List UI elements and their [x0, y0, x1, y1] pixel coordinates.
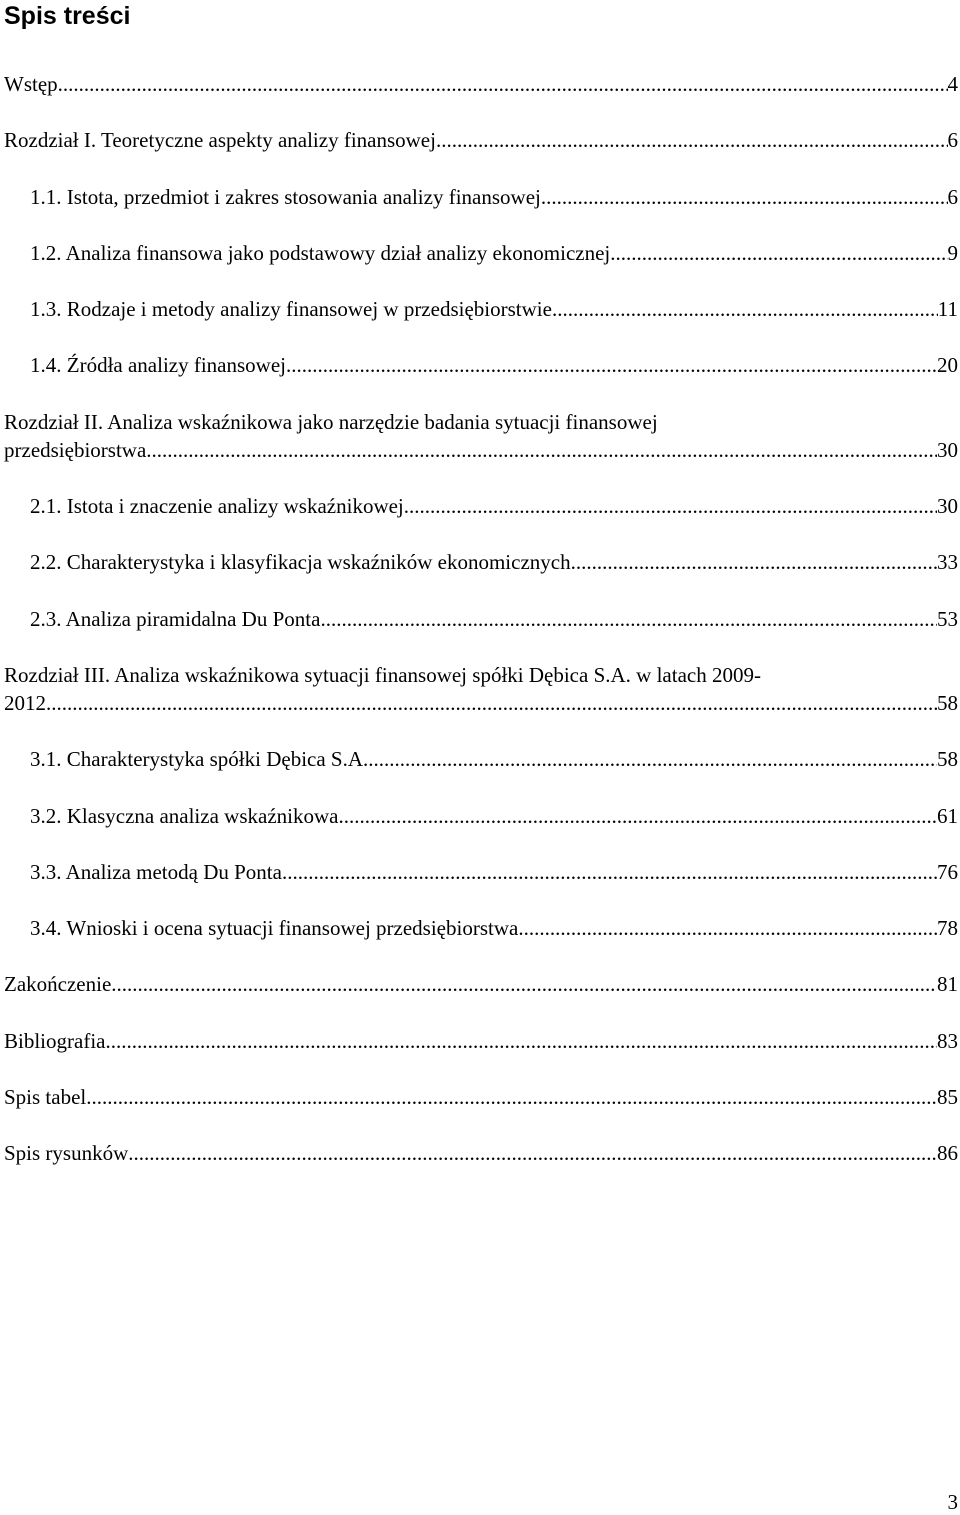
toc-entry-page-number: 58: [937, 690, 958, 715]
toc-entry-row: [30, 183, 958, 211]
toc-entry[interactable]: [0, 239, 960, 267]
toc-entry-row: [30, 295, 958, 323]
toc-entry-page-number: 11: [937, 297, 958, 322]
toc-entry-title: 3.4. Wnioski i ocena sytuacji finansowej przedsiębiorstwa: [30, 916, 519, 941]
toc-entry-title: przedsiębiorstwa: [4, 437, 147, 462]
toc-entry-page-number: 83: [937, 1028, 958, 1053]
toc-dot-leader: [320, 605, 937, 633]
toc-entry-page-number: 9: [947, 240, 958, 265]
toc-entry-page-number: 85: [937, 1085, 958, 1110]
toc-entry-row: [4, 970, 958, 998]
toc-dot-leader: [404, 492, 937, 520]
toc-dot-leader: [436, 126, 948, 154]
toc-entry-page-number: 20: [937, 353, 958, 378]
toc-dot-leader: [518, 914, 937, 942]
toc-entry[interactable]: [0, 492, 960, 520]
toc-entry-page-number: 61: [937, 803, 958, 828]
toc-entry-title: 2012: [4, 690, 46, 715]
toc-dot-leader: [86, 1083, 937, 1111]
toc-entry-title: 2.3. Analiza piramidalna Du Ponta: [30, 606, 321, 631]
page-number: 3: [947, 1490, 958, 1514]
toc-entry-page-number: 30: [937, 437, 958, 462]
toc-dot-leader: [338, 802, 937, 830]
toc-entry-row: [30, 351, 958, 379]
toc-entry[interactable]: [0, 1083, 960, 1111]
toc-entry-row: [4, 126, 958, 154]
toc-dot-leader: [46, 689, 937, 717]
toc-entry-row: [4, 70, 958, 98]
toc-entry[interactable]: [0, 745, 960, 773]
toc-entry[interactable]: [0, 70, 960, 98]
toc-entry[interactable]: [0, 661, 960, 717]
toc-entry[interactable]: [0, 1027, 960, 1055]
toc-entry-page-number: 81: [937, 972, 958, 997]
toc-entry-page-number: 58: [937, 747, 958, 772]
toc-dot-leader: [610, 239, 947, 267]
toc-entry-title: Spis rysunków: [4, 1141, 129, 1166]
toc-entry-row: [4, 689, 958, 717]
toc-dot-leader: [146, 436, 937, 464]
toc-entry-row: [4, 436, 958, 464]
toc-entry[interactable]: [0, 548, 960, 576]
toc-entry-page-number: 4: [947, 72, 958, 96]
toc-entry[interactable]: [0, 858, 960, 886]
toc-entry-title: 1.2. Analiza finansowa jako podstawowy dział analizy ekonomicznej: [30, 240, 611, 265]
toc-entry-row: [30, 492, 958, 520]
toc-entry-title: Spis tabel: [4, 1085, 87, 1110]
toc-entry-row: [30, 745, 958, 773]
toc-entry-row: [30, 914, 958, 942]
toc-entry-page-number: 76: [937, 859, 958, 884]
toc-dot-leader: [105, 1027, 937, 1055]
toc-entry[interactable]: [0, 295, 960, 323]
toc-dot-leader: [541, 183, 948, 211]
page-title: Spis treści: [4, 2, 131, 30]
toc-entry-row: [4, 1139, 958, 1167]
toc-entry-row: [30, 605, 958, 633]
toc-entry[interactable]: [0, 914, 960, 942]
toc-dot-leader: [128, 1139, 937, 1167]
toc-entry-page-number: 6: [947, 128, 958, 153]
toc-entry-page-number: 86: [937, 1141, 958, 1166]
toc-entry-row: [30, 802, 958, 830]
toc-entry-row: [30, 858, 958, 886]
toc-entry-title: Rozdział I. Teoretyczne aspekty analizy finansowej: [4, 128, 436, 153]
toc-dot-leader: [552, 295, 938, 323]
toc-entry-page-number: 6: [947, 184, 958, 209]
toc-dot-leader: [368, 745, 937, 773]
toc-dot-leader: [58, 70, 948, 98]
toc-entry-title: 1.1. Istota, przedmiot i zakres stosowania analizy finansowej: [30, 184, 541, 209]
toc-entry-page-number: 33: [937, 550, 958, 575]
toc-entry-title: Bibliografia: [4, 1028, 106, 1053]
toc-entry-title: 2.2. Charakterystyka i klasyfikacja wskaźników ekonomicznych: [30, 550, 571, 575]
toc-entry-title: Zakończenie: [4, 972, 112, 997]
toc-entry[interactable]: [0, 351, 960, 379]
toc-entry-title: 3.3. Analiza metodą Du Ponta: [30, 859, 282, 884]
toc-entry-title: 1.3. Rodzaje i metody analizy finansowej w przedsiębiorstwie: [30, 297, 552, 322]
toc-entry[interactable]: [0, 970, 960, 998]
toc-entry-row: [30, 239, 958, 267]
toc-entry[interactable]: [0, 408, 960, 464]
toc-entry-row: [4, 1083, 958, 1111]
toc-entry[interactable]: [0, 1139, 960, 1167]
toc-entry-row: [4, 1027, 958, 1055]
toc-entry[interactable]: [0, 605, 960, 633]
toc-entry-title: 2.1. Istota i znaczenie analizy wskaźnikowej: [30, 494, 404, 519]
toc-dot-leader: [286, 351, 937, 379]
toc-entry-title: 1.4. Źródła analizy finansowej: [30, 353, 286, 378]
toc-entry-title: 3.1. Charakterystyka spółki Dębica S.A.: [30, 747, 369, 772]
toc-entry-page-number: 30: [937, 494, 958, 519]
toc-dot-leader: [282, 858, 937, 886]
toc-entry-page-number: 53: [937, 606, 958, 631]
toc-dot-leader: [111, 970, 937, 998]
toc-dot-leader: [571, 548, 937, 576]
toc-entry-row: [30, 548, 958, 576]
toc-entry-title-line: Rozdział II. Analiza wskaźnikowa jako narzędzie badania sytuacji finansowej: [4, 409, 658, 434]
toc-entry-page-number: 78: [937, 916, 958, 941]
toc-entry[interactable]: [0, 126, 960, 154]
toc-entry-title: Wstęp: [4, 72, 58, 96]
toc-entry[interactable]: [0, 183, 960, 211]
table-of-contents: [0, 70, 960, 1167]
toc-entry-title: 3.2. Klasyczna analiza wskaźnikowa: [30, 803, 339, 828]
toc-entry[interactable]: [0, 802, 960, 830]
toc-entry-title-line: Rozdział III. Analiza wskaźnikowa sytuacji finansowej spółki Dębica S.A. w latach 2009-: [4, 662, 761, 687]
